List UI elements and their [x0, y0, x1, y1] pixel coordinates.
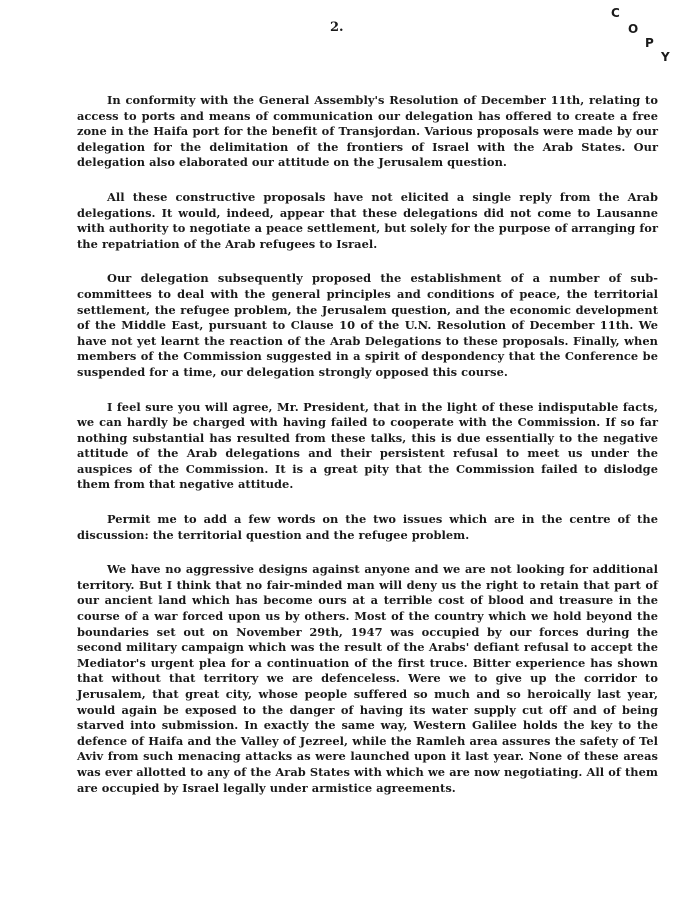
paragraph-sub-committees: Our delegation subsequently proposed the establishment of a number of sub-committees to deal with the general principles and conditions of peace, the territorial settlement, the refugee problem, the Jerusalem question, and the economic development of the Middle East, pursuant to Clause 10 of the U.N. Resolution of December 11th. We have not yet learnt the reaction of the Arab Delegations to these proposals. Finally, when members of the Commission suggested in a spirit of despondency that the Conference be suspended for a time, our delegation strongly opposed this course.	[77, 271, 658, 379]
letter-body	[77, 93, 658, 815]
paragraph-free-zone-haifa: In conformity with the General Assembly's Resolution of December 11th, relating to access to ports and means of communication our delegation has offered to create a free zone in the Haifa port for the benefit of Transjordan. Various proposals were made by our delegation for the delimitation of the frontiers of Israel with the Arab States. Our delegation also elaborated our attitude on the Jerusalem question.	[77, 93, 658, 170]
copy-stamp-letter-o: O	[628, 22, 639, 36]
page-number: 2.	[330, 20, 344, 35]
paragraph-two-issues: Permit me to add a few words on the two issues which are in the centre of the discussion: the territorial question and the refugee problem.	[77, 512, 658, 542]
copy-stamp-letter-p: P	[645, 36, 654, 50]
paragraph-no-reply-arab-delegations: All these constructive proposals have not elicited a single reply from the Arab delegations. It would, indeed, appear that these delegations did not come to Lausanne with authority to negotiate a peace settlement, but solely for the purpose of arranging for the repatriation of the Arab refugees to Israel.	[77, 189, 658, 251]
paragraph-territorial-question: We have no aggressive designs against anyone and we are not looking for additional territory. But I think that no fair-minded man will deny us the right to retain that part of our ancient land which has become ours at a terrible cost of blood and treasure in the course of a war forced upon us by others. Most of the country which we hold beyond the boundaries set out on November 29th, 1947 was occupied by our forces during the second military campaign which was the result of the Arabs' defiant refusal to accept the Mediator's urgent plea for a continuation of the first truce. Bitter experience has shown that without that territory we are defenceless. Were we to give up the corridor to Jerusalem, that great city, whose people suffered so much and so heroically last year, would again be exposed to the danger of having its water supply cut off and of being starved into submission. In exactly the same way, Western Galilee holds the key to the defence of Haifa and the Valley of Jezreel, while the Ramleh area assures the safety of Tel Aviv from such menacing attacks as were launched upon it last year. None of these areas was ever allotted to any of the Arab States with which we are now negotiating. All of them are occupied by Israel legally under armistice agreements.	[77, 562, 658, 795]
copy-stamp-letter-y: Y	[661, 50, 670, 64]
paragraph-cooperation: I feel sure you will agree, Mr. President, that in the light of these indisputable facts, we can hardly be charged with having failed to cooperate with the Commission. If so far nothing substantial has resulted from these talks, this is due essentially to the negative attitude of the Arab delegations and their persistent refusal to meet us under the auspices of the Commission. It is a great pity that the Commission failed to dislodge them from that negative attitude.	[77, 399, 658, 492]
copy-stamp-letter-c: C	[611, 6, 620, 20]
